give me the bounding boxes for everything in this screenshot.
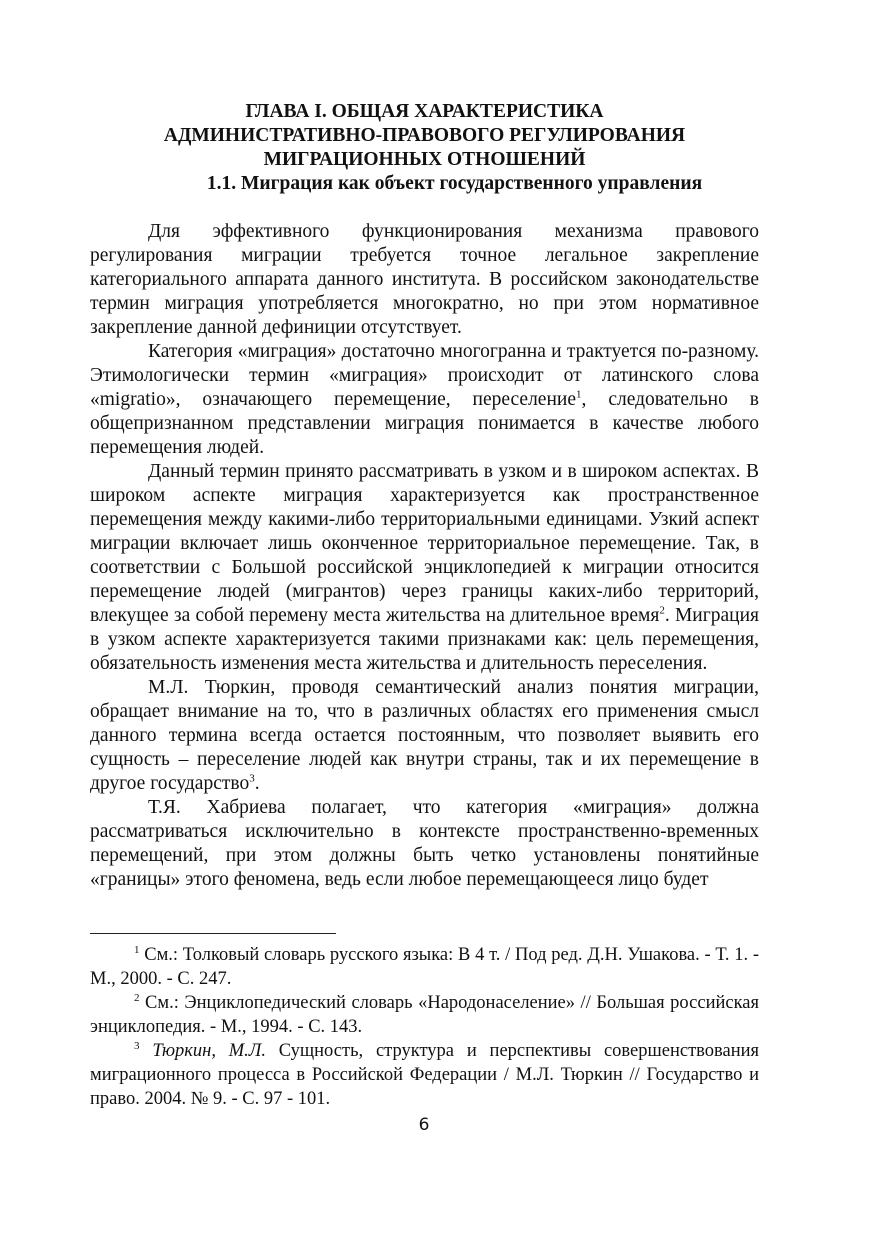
chapter-title-line-1: ГЛАВА I. ОБЩАЯ ХАРАКТЕРИСТИКА	[245, 101, 604, 122]
footnote-ref-2[interactable]: 2	[659, 604, 665, 617]
footnote-number: 2	[134, 991, 140, 1004]
paragraph-text-continued: .	[254, 773, 260, 794]
paragraph-4	[90, 676, 759, 796]
footnote-2	[90, 991, 759, 1039]
chapter-heading	[90, 100, 759, 196]
paragraph-5	[90, 796, 759, 892]
section-subtitle: 1.1. Миграция как объект государственного управления	[206, 173, 703, 194]
footnote-text: См.: Энциклопедический словарь «Народонаселение» // Большая российская энциклопедия. - М., 1994. - С. 143.	[90, 993, 760, 1037]
paragraph-1	[90, 220, 759, 340]
footnote-number: 3	[134, 1039, 140, 1052]
paragraph-text: М.Л. Тюркин, проводя семантический анализ понятия миграции, обращает внимание на то, что в различных областях его применения смысл данного термина всегда остается постоянным, что позволяет выявить его сущность – переселение людей как внутри страны, так и их перемещение в другое государство	[90, 677, 759, 794]
chapter-title-line-3: МИГРАЦИОННЫХ ОТНОШЕНИЙ	[263, 149, 586, 170]
paragraph-text-continued: , следовательно в общепризнанном представлении миграция понимается в качестве любого перемещения людей.	[90, 389, 759, 458]
footnote-1	[90, 943, 759, 991]
page-number: 6	[418, 1115, 430, 1135]
paragraph-text: Т.Я. Хабриева полагает, что категория «миграция» должна рассматриваться исключительно в контексте пространственно-временных перемещений, при этом должны быть четко установлены понятийные «границы» этого феномена, ведь если любое перемещающееся лицо будет	[90, 797, 759, 890]
footnote-ref-3[interactable]: 3	[249, 772, 255, 785]
paragraph-text: Для эффективного функционирования механизма правового регулирования миграции требуется точное легальное закрепление категориального аппарата данного института. В российском законодательстве термин миграция употребляется многократно, но при этом нормативное закрепление данной дефиниции отсутствует.	[90, 221, 759, 338]
footnote-author: Тюркин, М.Л.	[152, 1041, 266, 1061]
footnote-text: Сущность, структура и перспективы совершенствования миграционного процесса в Российской Федерации / М.Л. Тюркин // Государство и право. 2004. № 9. - С. 97 - 101.	[90, 1041, 760, 1109]
footnotes	[90, 943, 759, 1111]
footnote-ref-1[interactable]: 1	[576, 388, 582, 401]
chapter-title-line-2: АДМИНИСТРАТИВНО-ПРАВОВОГО РЕГУЛИРОВАНИЯ	[163, 125, 686, 146]
paragraph-2	[90, 340, 759, 460]
paragraph-text: Данный термин принято рассматривать в узком и в широком аспектах. В широком аспекте миграция характеризуется как пространственное перемещения между какими-либо территориальными единицами. Узкий аспект миграции включает лишь оконченное территориальное перемещение. Так, в соответствии с Большой российской энциклопедией к миграции относится перемещение людей (мигрантов) через границы каких-либо территорий, влекущее за собой перемену места жительства на длительное время	[90, 461, 759, 626]
footnote-number: 1	[134, 943, 140, 956]
paragraph-3	[90, 460, 759, 676]
body-text	[90, 220, 759, 892]
footnote-3	[90, 1039, 759, 1111]
footnote-separator	[90, 933, 336, 934]
footnote-text: См.: Толковый словарь русского языка: В 4 т. / Под ред. Д.Н. Ушакова. - Т. 1. - М., 2000. - С. 247.	[90, 945, 760, 989]
paragraph-text-continued: . Миграция в узком аспекте характеризуется такими признаками как: цель перемещения, обязательность изменения места жительства и длительность переселения.	[90, 605, 759, 674]
paragraph-text: Категория «миграция» достаточно многогранна и трактуется по-разному. Этимологически термин «миграция» происходит от латинского слова «migratio», означающего перемещение, переселение	[90, 341, 759, 410]
